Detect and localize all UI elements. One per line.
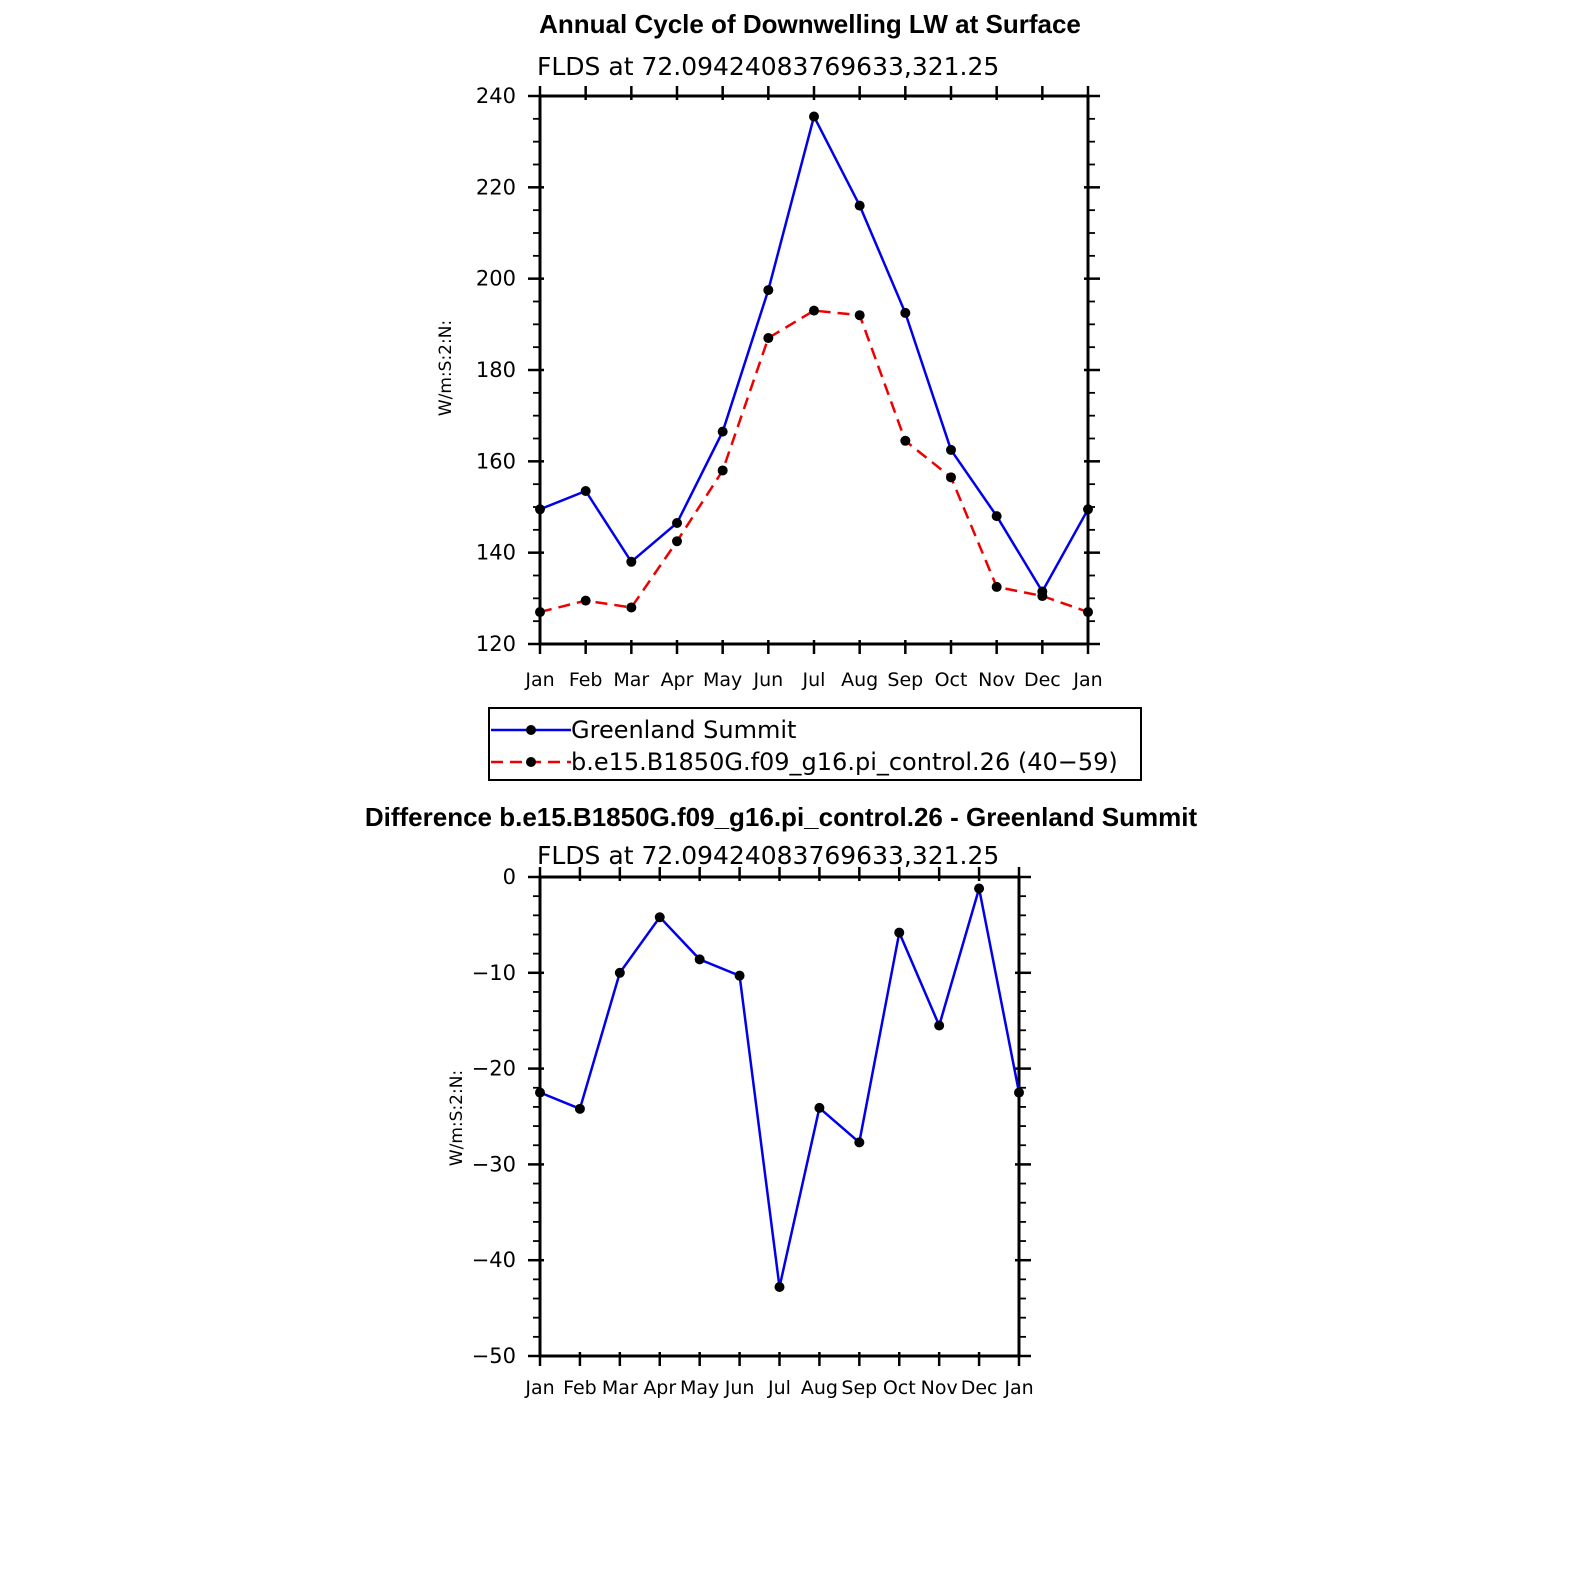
chart2-series-0-point bbox=[695, 954, 705, 964]
chart1-xtick-label: Feb bbox=[568, 669, 603, 691]
chart1-series-0-point bbox=[900, 308, 910, 318]
chart1-series-1-line bbox=[540, 311, 1088, 612]
chart1-series-0-line bbox=[540, 117, 1088, 592]
chart1-series-0-point bbox=[672, 518, 682, 528]
chart1-series-1-point bbox=[1037, 591, 1047, 601]
chart1-series-1-point bbox=[763, 333, 773, 343]
chart2-series-0-point bbox=[735, 971, 745, 981]
chart1-ytick-label: 200 bbox=[475, 266, 516, 291]
chart1-plot bbox=[476, 84, 1103, 691]
chart2-series-0-point bbox=[615, 968, 625, 978]
chart2-series-0-point bbox=[814, 1103, 824, 1113]
chart1-xtick-label: Sep bbox=[887, 669, 924, 691]
chart1-series-1-point bbox=[535, 607, 545, 617]
chart1-series-0-point bbox=[763, 285, 773, 295]
chart1-ytick-label: 240 bbox=[475, 84, 516, 108]
chart2-xtick-label: Feb bbox=[563, 1377, 597, 1399]
chart1-subtitle: FLDS at 72.09424083769633,321.25 bbox=[537, 52, 1000, 81]
chart1-y-axis-label: W/m:S:2:N: bbox=[436, 319, 456, 417]
chart1-ytick-label: 140 bbox=[475, 540, 516, 565]
chart2-series-0-point bbox=[575, 1104, 585, 1114]
chart2-xtick-label: Jul bbox=[768, 1377, 791, 1399]
chart1-xtick-label: Jul bbox=[802, 669, 826, 691]
chart1-xtick-label: Mar bbox=[613, 669, 650, 691]
chart1-title: Annual Cycle of Downwelling LW at Surface bbox=[539, 9, 1081, 39]
chart1-series-1-point bbox=[672, 536, 682, 546]
chart1-xtick-label: May bbox=[703, 669, 743, 691]
chart2-series-0-point bbox=[1014, 1088, 1024, 1098]
chart1-ytick-label: 180 bbox=[475, 358, 516, 382]
chart2-ytick-label: −40 bbox=[471, 1248, 516, 1273]
chart1-xtick-label: Nov bbox=[978, 669, 1016, 691]
chart1-series-0-point bbox=[992, 511, 1002, 521]
chart2-title: Difference b.e15.B1850G.f09_g16.pi_control.26 - Greenland Summit bbox=[364, 802, 1198, 832]
chart1-series-0-point bbox=[718, 427, 728, 437]
chart1-xtick-label: Apr bbox=[660, 669, 694, 691]
chart2-ytick-label: −50 bbox=[471, 1344, 516, 1368]
chart2-y-axis-label: W/m:S:2:N: bbox=[447, 1069, 467, 1167]
chart2-series-0-point bbox=[974, 883, 984, 893]
chart1-series-1-point bbox=[1083, 607, 1093, 617]
chart1-series-1-point bbox=[581, 596, 591, 606]
chart1-ytick-label: 160 bbox=[475, 449, 516, 474]
chart1-series-0-point bbox=[626, 557, 636, 567]
chart1-series-1-point bbox=[809, 306, 819, 316]
chart1-series-1-point bbox=[718, 465, 728, 475]
chart1-frame bbox=[540, 96, 1088, 644]
chart1-series-0-point bbox=[809, 112, 819, 122]
chart1-series-0-point bbox=[535, 504, 545, 514]
chart1-legend bbox=[489, 708, 1141, 780]
chart1-series-1-point bbox=[900, 436, 910, 446]
chart2-series-0-point bbox=[535, 1088, 545, 1098]
chart1-series-1-point bbox=[992, 582, 1002, 592]
legend-marker-greenland-summit bbox=[526, 725, 536, 735]
chart2-xtick-label: Dec bbox=[960, 1377, 998, 1399]
chart1-xtick-label: Aug bbox=[841, 669, 879, 691]
chart2-plot bbox=[472, 865, 1034, 1399]
chart2-xtick-label: May bbox=[680, 1377, 720, 1399]
chart2-series-0-point bbox=[854, 1137, 864, 1147]
chart1-xtick-label: Oct bbox=[934, 669, 968, 691]
chart1-series-0-point bbox=[581, 486, 591, 496]
chart1-series-1-point bbox=[855, 310, 865, 320]
chart2-xtick-label: Sep bbox=[841, 1377, 878, 1399]
chart1-series-0-point bbox=[1083, 504, 1093, 514]
chart2-ytick-label: −20 bbox=[471, 1056, 516, 1081]
chart1-series-1-point bbox=[946, 472, 956, 482]
chart2-subtitle: FLDS at 72.09424083769633,321.25 bbox=[537, 841, 1000, 870]
chart2-xtick-label: Apr bbox=[643, 1377, 677, 1399]
chart2-xtick-label: Aug bbox=[800, 1377, 838, 1399]
chart2-series-0-point bbox=[775, 1282, 785, 1292]
chart1-series-0-point bbox=[855, 201, 865, 211]
chart2-series-0-point bbox=[655, 912, 665, 922]
chart2-series-0-line bbox=[540, 889, 1019, 1288]
chart2-xtick-label: Jan bbox=[525, 1377, 555, 1399]
chart2-series-0-point bbox=[894, 928, 904, 938]
chart2-xtick-label: Jan bbox=[1004, 1377, 1034, 1399]
chart2-ytick-label: −10 bbox=[471, 960, 516, 985]
chart2-xtick-label: Oct bbox=[882, 1377, 916, 1399]
chart1-xtick-label: Dec bbox=[1023, 669, 1061, 691]
legend-label-greenland-summit: Greenland Summit bbox=[571, 716, 797, 744]
chart1-series-0-point bbox=[946, 445, 956, 455]
chart2-xtick-label: Jun bbox=[724, 1377, 755, 1399]
chart1-xtick-label: Jan bbox=[525, 669, 555, 691]
chart1-series-1-point bbox=[626, 602, 636, 612]
chart1-xtick-label: Jan bbox=[1073, 669, 1103, 691]
chart2-xtick-label: Nov bbox=[920, 1377, 958, 1399]
chart2-ytick-label: 0 bbox=[502, 865, 516, 889]
legend-marker-control bbox=[526, 757, 536, 767]
chart1-ytick-label: 120 bbox=[475, 632, 516, 656]
chart2-ytick-label: −30 bbox=[471, 1152, 516, 1177]
legend-label-control: b.e15.B1850G.f09_g16.pi_control.26 (40−59) bbox=[571, 748, 1118, 776]
chart2-series-0-point bbox=[934, 1020, 944, 1030]
chart1-ytick-label: 220 bbox=[475, 175, 516, 200]
chart1-xtick-label: Jun bbox=[753, 669, 784, 691]
chart2-xtick-label: Mar bbox=[601, 1377, 638, 1399]
